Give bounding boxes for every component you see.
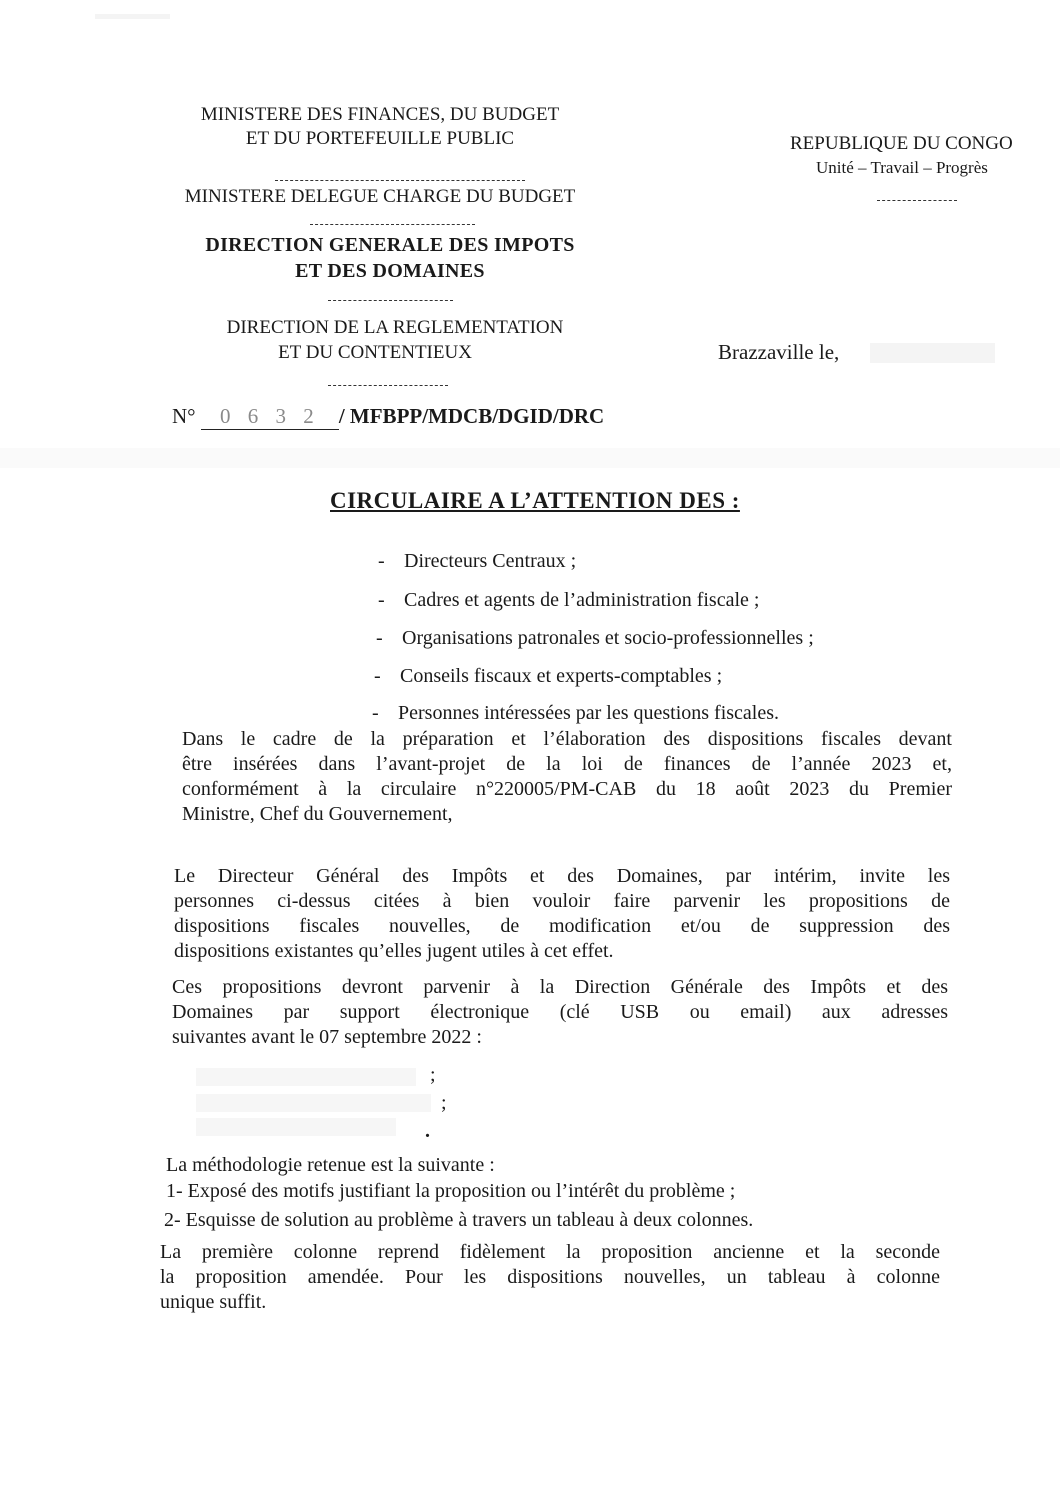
paragraph-columns: La première colonne reprend fidèlement la proposition ancienne et la seconde la proposition amendée. Pour les dispositions nouvelles, un tableau à colonne unique suffit. xyxy=(160,1241,940,1313)
paragraph-submission: Ces propositions devront parvenir à la Direction Générale des Impôts et des Domaines par support électronique (clé USB ou email) aux adresses suivantes avant le 07 septembre 2022 : xyxy=(172,976,948,1048)
divider xyxy=(328,300,453,301)
paragraph-invitation: Le Directeur Général des Impôts et des Domaines, par intérim, invite les personnes ci-dessus citées à bien vouloir faire parvenir les propositions de dispositions fiscales nouvelles, de modification et/ou de suppression des dispositions existantes qu’elles jugent utiles à cet effet. xyxy=(174,865,950,962)
circular-title: CIRCULAIRE A L’ATTENTION DES : xyxy=(330,488,740,513)
redacted-date xyxy=(870,343,995,363)
drc-line-2: ET DU CONTENTIEUX xyxy=(278,342,472,363)
redacted-address xyxy=(196,1094,431,1112)
address-separator: ; xyxy=(441,1092,447,1114)
place-date: Brazzaville le, xyxy=(718,340,840,364)
drc-line-1: DIRECTION DE LA REGLEMENTATION xyxy=(226,317,564,338)
republic-name: REPUBLIQUE DU CONGO xyxy=(790,133,1013,154)
recipient-item: - Directeurs Centraux ; xyxy=(378,550,577,572)
recipient-item: - Organisations patronales et socio-professionnelles ; xyxy=(376,627,814,649)
dgid-line-2: ET DES DOMAINES xyxy=(295,260,485,282)
scan-artifact xyxy=(95,14,170,19)
divider xyxy=(877,200,957,201)
divider xyxy=(328,385,448,386)
recipient-item: - Cadres et agents de l’administration fiscale ; xyxy=(378,589,760,611)
paragraph-intro: Dans le cadre de la préparation et l’élaboration des dispositions fiscales devant être insérées dans l’avant-projet de la loi de finances de l’année 2023 et, conformément à la circulaire n°220005/PM-CAB du 18 août 2023 du Premier Ministre, Chef du Gouvernement, xyxy=(182,728,952,825)
address-separator: ; xyxy=(430,1064,436,1086)
reference-blank xyxy=(201,404,339,430)
divider xyxy=(310,224,475,225)
recipient-item: - Personnes intéressées par les questions fiscales. xyxy=(372,702,780,724)
methodology-step: 2- Esquisse de solution au problème à travers un tableau à deux colonnes. xyxy=(164,1209,754,1231)
reference-suffix: / MFBPP/MDCB/DGID/DRC xyxy=(338,404,605,428)
scan-artifact xyxy=(0,448,1060,468)
address-separator: . xyxy=(425,1120,430,1142)
republic-motto: Unité – Travail – Progrès xyxy=(816,158,988,177)
methodology-intro: La méthodologie retenue est la suivante : xyxy=(166,1154,495,1176)
redacted-address xyxy=(196,1068,416,1086)
divider xyxy=(275,180,525,181)
reference-prefix: N° xyxy=(172,404,196,428)
ministry-line-2: ET DU PORTEFEUILLE PUBLIC xyxy=(245,128,515,149)
methodology-step: 1- Exposé des motifs justifiant la proposition ou l’intérêt du problème ; xyxy=(166,1180,736,1202)
redacted-address xyxy=(196,1118,396,1136)
recipient-item: - Conseils fiscaux et experts-comptables ; xyxy=(374,665,723,687)
reference-number xyxy=(172,404,604,430)
ministry-line-1: MINISTERE DES FINANCES, DU BUDGET xyxy=(200,104,560,125)
reference-stamp: 0 6 3 2 xyxy=(219,404,320,428)
dgid-line-1: DIRECTION GENERALE DES IMPOTS xyxy=(205,234,575,256)
delegate-ministry: MINISTERE DELEGUE CHARGE DU BUDGET xyxy=(184,186,576,207)
